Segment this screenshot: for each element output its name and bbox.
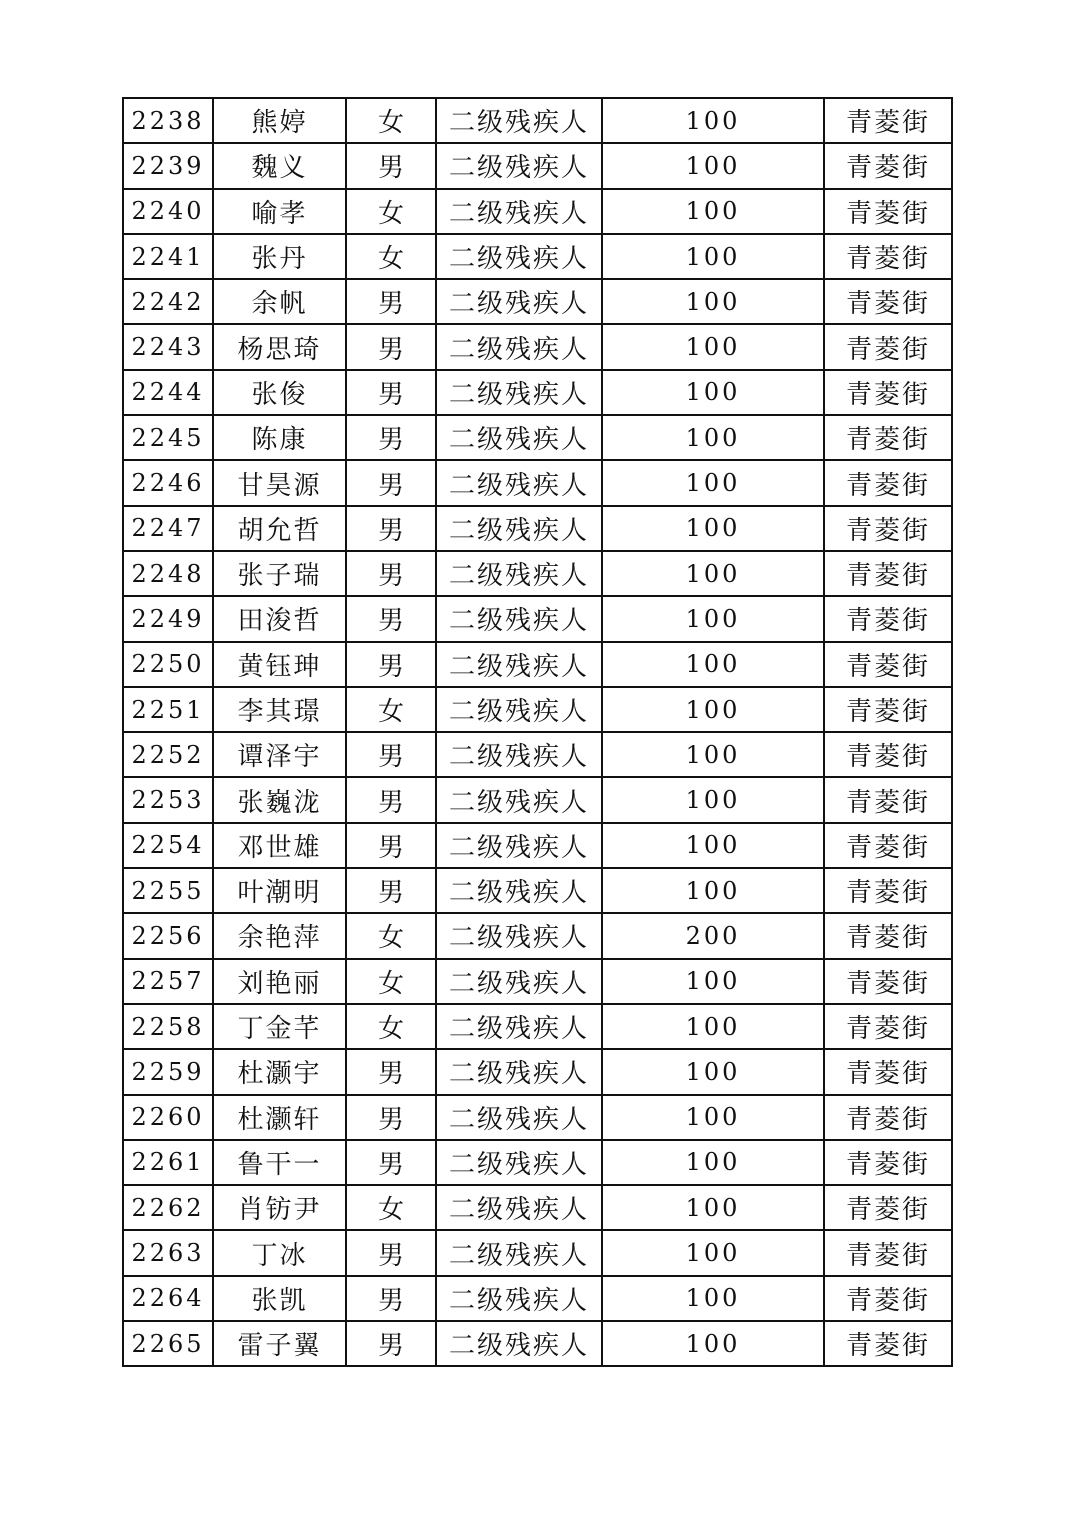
disability-category-cell: 二级残疾人	[436, 868, 602, 913]
street-cell: 青菱街	[824, 1230, 952, 1275]
gender-cell: 女	[346, 959, 436, 1004]
amount-cell: 100	[602, 596, 824, 641]
street-cell: 青菱街	[824, 732, 952, 777]
table-row	[123, 868, 952, 913]
disability-category-cell: 二级残疾人	[436, 687, 602, 732]
disability-category-cell: 二级残疾人	[436, 551, 602, 596]
person-name-cell: 李其璟	[213, 687, 346, 732]
disability-category-cell: 二级残疾人	[436, 98, 602, 143]
street-cell: 青菱街	[824, 687, 952, 732]
serial-number-cell: 2253	[123, 777, 213, 822]
person-name-cell: 甘昊源	[213, 460, 346, 505]
gender-cell: 男	[346, 1049, 436, 1094]
table-row	[123, 143, 952, 188]
amount-cell: 100	[602, 234, 824, 279]
amount-cell: 100	[602, 868, 824, 913]
gender-cell: 女	[346, 1185, 436, 1230]
amount-cell: 100	[602, 460, 824, 505]
street-cell: 青菱街	[824, 98, 952, 143]
gender-cell: 男	[346, 324, 436, 369]
serial-number-cell: 2264	[123, 1276, 213, 1321]
person-name-cell: 雷子翼	[213, 1321, 346, 1366]
street-cell: 青菱街	[824, 415, 952, 460]
table-row	[123, 189, 952, 234]
table-row	[123, 234, 952, 279]
amount-cell: 100	[602, 687, 824, 732]
gender-cell: 男	[346, 1230, 436, 1275]
disability-category-cell: 二级残疾人	[436, 1140, 602, 1185]
person-name-cell: 胡允哲	[213, 506, 346, 551]
table-row	[123, 1230, 952, 1275]
person-name-cell: 叶潮明	[213, 868, 346, 913]
street-cell: 青菱街	[824, 279, 952, 324]
disability-category-cell: 二级残疾人	[436, 279, 602, 324]
serial-number-cell: 2256	[123, 913, 213, 958]
disability-category-cell: 二级残疾人	[436, 1276, 602, 1321]
street-cell: 青菱街	[824, 460, 952, 505]
serial-number-cell: 2243	[123, 324, 213, 369]
amount-cell: 100	[602, 551, 824, 596]
amount-cell: 100	[602, 642, 824, 687]
person-name-cell: 丁金芊	[213, 1004, 346, 1049]
person-name-cell: 张子瑞	[213, 551, 346, 596]
street-cell: 青菱街	[824, 959, 952, 1004]
amount-cell: 100	[602, 1230, 824, 1275]
person-name-cell: 熊婷	[213, 98, 346, 143]
serial-number-cell: 2257	[123, 959, 213, 1004]
gender-cell: 男	[346, 551, 436, 596]
gender-cell: 男	[346, 1095, 436, 1140]
gender-cell: 男	[346, 732, 436, 777]
gender-cell: 男	[346, 143, 436, 188]
person-name-cell: 丁冰	[213, 1230, 346, 1275]
amount-cell: 100	[602, 98, 824, 143]
serial-number-cell: 2249	[123, 596, 213, 641]
disability-category-cell: 二级残疾人	[436, 596, 602, 641]
person-name-cell: 田浚哲	[213, 596, 346, 641]
table-row	[123, 370, 952, 415]
serial-number-cell: 2262	[123, 1185, 213, 1230]
gender-cell: 女	[346, 687, 436, 732]
gender-cell: 男	[346, 596, 436, 641]
table-row	[123, 279, 952, 324]
person-name-cell: 鲁干一	[213, 1140, 346, 1185]
serial-number-cell: 2238	[123, 98, 213, 143]
gender-cell: 女	[346, 98, 436, 143]
street-cell: 青菱街	[824, 868, 952, 913]
serial-number-cell: 2245	[123, 415, 213, 460]
amount-cell: 100	[602, 324, 824, 369]
roster-table-body	[123, 98, 952, 1366]
disability-category-cell: 二级残疾人	[436, 1185, 602, 1230]
serial-number-cell: 2254	[123, 823, 213, 868]
person-name-cell: 张巍泷	[213, 777, 346, 822]
amount-cell: 100	[602, 959, 824, 1004]
serial-number-cell: 2255	[123, 868, 213, 913]
gender-cell: 女	[346, 913, 436, 958]
street-cell: 青菱街	[824, 777, 952, 822]
table-row	[123, 1276, 952, 1321]
table-row	[123, 732, 952, 777]
person-name-cell: 肖钫尹	[213, 1185, 346, 1230]
serial-number-cell: 2239	[123, 143, 213, 188]
person-name-cell: 杨思琦	[213, 324, 346, 369]
person-name-cell: 魏义	[213, 143, 346, 188]
disability-category-cell: 二级残疾人	[436, 642, 602, 687]
amount-cell: 100	[602, 1276, 824, 1321]
street-cell: 青菱街	[824, 234, 952, 279]
gender-cell: 男	[346, 1276, 436, 1321]
amount-cell: 100	[602, 189, 824, 234]
amount-cell: 100	[602, 370, 824, 415]
street-cell: 青菱街	[824, 506, 952, 551]
serial-number-cell: 2242	[123, 279, 213, 324]
serial-number-cell: 2263	[123, 1230, 213, 1275]
table-row	[123, 959, 952, 1004]
gender-cell: 男	[346, 823, 436, 868]
person-name-cell: 杜灏轩	[213, 1095, 346, 1140]
amount-cell: 100	[602, 143, 824, 188]
amount-cell: 100	[602, 506, 824, 551]
disability-category-cell: 二级残疾人	[436, 1321, 602, 1366]
table-row	[123, 98, 952, 143]
amount-cell: 100	[602, 415, 824, 460]
gender-cell: 男	[346, 506, 436, 551]
disability-category-cell: 二级残疾人	[436, 1004, 602, 1049]
serial-number-cell: 2259	[123, 1049, 213, 1094]
street-cell: 青菱街	[824, 1004, 952, 1049]
serial-number-cell: 2241	[123, 234, 213, 279]
disability-category-cell: 二级残疾人	[436, 460, 602, 505]
disability-category-cell: 二级残疾人	[436, 1230, 602, 1275]
table-row	[123, 777, 952, 822]
disability-category-cell: 二级残疾人	[436, 234, 602, 279]
street-cell: 青菱街	[824, 913, 952, 958]
person-name-cell: 张丹	[213, 234, 346, 279]
disability-category-cell: 二级残疾人	[436, 370, 602, 415]
street-cell: 青菱街	[824, 1185, 952, 1230]
serial-number-cell: 2240	[123, 189, 213, 234]
gender-cell: 男	[346, 415, 436, 460]
serial-number-cell: 2258	[123, 1004, 213, 1049]
serial-number-cell: 2250	[123, 642, 213, 687]
street-cell: 青菱街	[824, 189, 952, 234]
amount-cell: 100	[602, 732, 824, 777]
amount-cell: 100	[602, 1140, 824, 1185]
disability-category-cell: 二级残疾人	[436, 324, 602, 369]
table-row	[123, 551, 952, 596]
disability-category-cell: 二级残疾人	[436, 189, 602, 234]
amount-cell: 100	[602, 1095, 824, 1140]
gender-cell: 女	[346, 189, 436, 234]
table-row	[123, 596, 952, 641]
serial-number-cell: 2246	[123, 460, 213, 505]
street-cell: 青菱街	[824, 1276, 952, 1321]
disability-category-cell: 二级残疾人	[436, 913, 602, 958]
person-name-cell: 谭泽宇	[213, 732, 346, 777]
table-row	[123, 1004, 952, 1049]
table-row	[123, 1321, 952, 1366]
disability-category-cell: 二级残疾人	[436, 823, 602, 868]
gender-cell: 男	[346, 460, 436, 505]
person-name-cell: 邓世雄	[213, 823, 346, 868]
person-name-cell: 张俊	[213, 370, 346, 415]
disability-category-cell: 二级残疾人	[436, 506, 602, 551]
gender-cell: 男	[346, 279, 436, 324]
amount-cell: 100	[602, 1004, 824, 1049]
amount-cell: 100	[602, 1185, 824, 1230]
street-cell: 青菱街	[824, 1095, 952, 1140]
amount-cell: 100	[602, 1049, 824, 1094]
disability-category-cell: 二级残疾人	[436, 959, 602, 1004]
disability-category-cell: 二级残疾人	[436, 1095, 602, 1140]
table-row	[123, 1185, 952, 1230]
person-name-cell: 黄钰珅	[213, 642, 346, 687]
gender-cell: 女	[346, 234, 436, 279]
serial-number-cell: 2265	[123, 1321, 213, 1366]
person-name-cell: 杜灏宇	[213, 1049, 346, 1094]
street-cell: 青菱街	[824, 1321, 952, 1366]
street-cell: 青菱街	[824, 370, 952, 415]
disability-category-cell: 二级残疾人	[436, 415, 602, 460]
serial-number-cell: 2260	[123, 1095, 213, 1140]
serial-number-cell: 2248	[123, 551, 213, 596]
table-row	[123, 687, 952, 732]
table-row	[123, 460, 952, 505]
disability-category-cell: 二级残疾人	[436, 1049, 602, 1094]
gender-cell: 女	[346, 1004, 436, 1049]
table-row	[123, 415, 952, 460]
table-row	[123, 913, 952, 958]
gender-cell: 男	[346, 1321, 436, 1366]
gender-cell: 男	[346, 1140, 436, 1185]
person-name-cell: 张凯	[213, 1276, 346, 1321]
serial-number-cell: 2247	[123, 506, 213, 551]
person-name-cell: 余艳萍	[213, 913, 346, 958]
street-cell: 青菱街	[824, 642, 952, 687]
gender-cell: 男	[346, 777, 436, 822]
person-name-cell: 陈康	[213, 415, 346, 460]
serial-number-cell: 2261	[123, 1140, 213, 1185]
table-row	[123, 642, 952, 687]
person-name-cell: 余帆	[213, 279, 346, 324]
table-row	[123, 506, 952, 551]
street-cell: 青菱街	[824, 823, 952, 868]
street-cell: 青菱街	[824, 1049, 952, 1094]
roster-table	[122, 97, 953, 1367]
gender-cell: 男	[346, 370, 436, 415]
table-row	[123, 823, 952, 868]
gender-cell: 男	[346, 642, 436, 687]
table-row	[123, 1140, 952, 1185]
table-row	[123, 1049, 952, 1094]
person-name-cell: 喻孝	[213, 189, 346, 234]
amount-cell: 100	[602, 823, 824, 868]
street-cell: 青菱街	[824, 551, 952, 596]
disability-category-cell: 二级残疾人	[436, 732, 602, 777]
street-cell: 青菱街	[824, 324, 952, 369]
amount-cell: 200	[602, 913, 824, 958]
amount-cell: 100	[602, 1321, 824, 1366]
table-row	[123, 324, 952, 369]
table-row	[123, 1095, 952, 1140]
serial-number-cell: 2251	[123, 687, 213, 732]
amount-cell: 100	[602, 777, 824, 822]
disability-category-cell: 二级残疾人	[436, 143, 602, 188]
disability-category-cell: 二级残疾人	[436, 777, 602, 822]
street-cell: 青菱街	[824, 143, 952, 188]
serial-number-cell: 2244	[123, 370, 213, 415]
serial-number-cell: 2252	[123, 732, 213, 777]
street-cell: 青菱街	[824, 1140, 952, 1185]
person-name-cell: 刘艳丽	[213, 959, 346, 1004]
street-cell: 青菱街	[824, 596, 952, 641]
gender-cell: 男	[346, 868, 436, 913]
amount-cell: 100	[602, 279, 824, 324]
